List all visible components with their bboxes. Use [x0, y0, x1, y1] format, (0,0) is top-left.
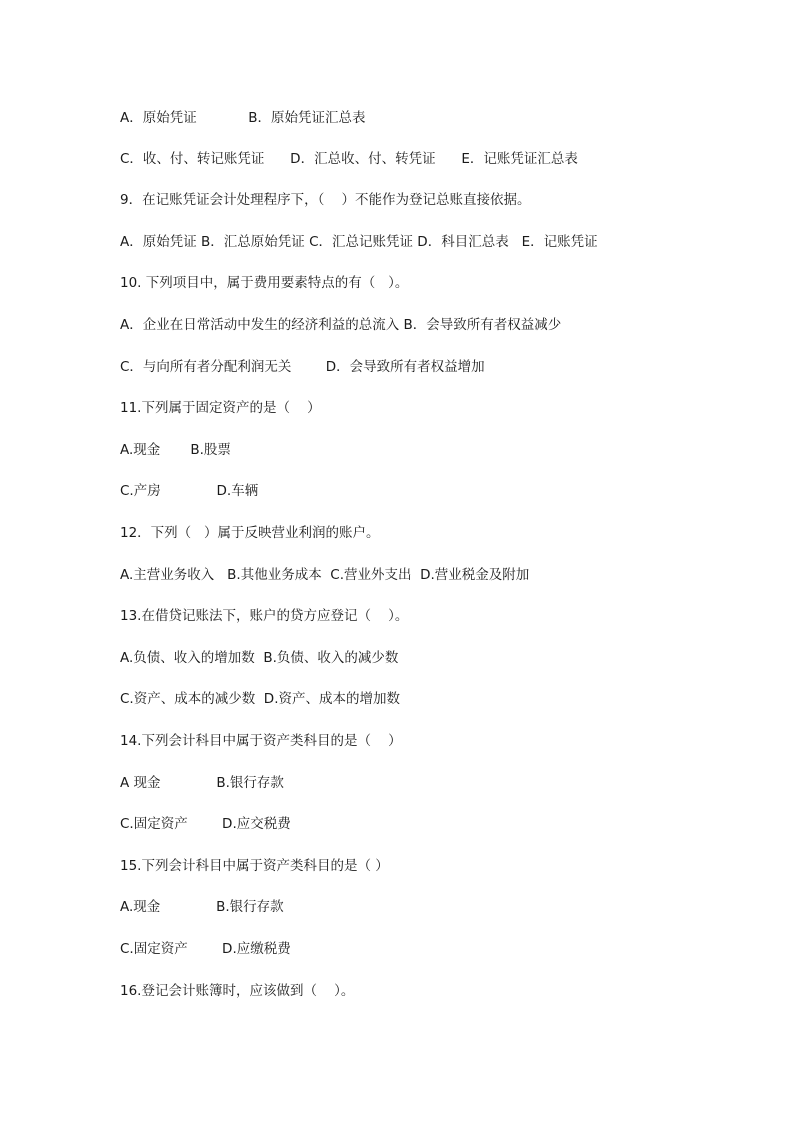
text-line-16: 14.下列会计科目中属于资产类科目的是（ ）	[120, 733, 402, 749]
text-line-18: C.固定资产 D.应交税费	[120, 816, 291, 832]
text-line-17: A 现金 B.银行存款	[120, 775, 284, 791]
text-line-5: 10. 下列项目中，属于费用要素特点的有（ ）。	[120, 275, 409, 291]
text-line-20: A.现金 B.银行存款	[120, 899, 284, 915]
text-line-15: C.资产、成本的减少数 D.资产、成本的增加数	[120, 691, 400, 707]
text-line-3: 9．在记账凭证会计处理程序下，（ ）不能作为登记总账直接依据。	[120, 192, 531, 208]
text-line-14: A.负债、收入的增加数 B.负债、收入的减少数	[120, 650, 399, 666]
text-line-13: 13.在借贷记账法下，账户的贷方应登记（ ）。	[120, 608, 409, 624]
text-line-8: 11.下列属于固定资产的是（ ）	[120, 400, 321, 416]
text-line-4: A．原始凭证 B．汇总原始凭证 C．汇总记账凭证 D．科目汇总表 E．记账凭证	[120, 234, 598, 250]
text-line-1: A．原始凭证 B．原始凭证汇总表	[120, 110, 366, 126]
text-line-19: 15.下列会计科目中属于资产类科目的是（ ）	[120, 858, 389, 874]
text-line-10: C.产房 D.车辆	[120, 483, 259, 499]
text-line-9: A.现金 B.股票	[120, 442, 231, 458]
text-line-22: 16.登记会计账簿时，应该做到（ ）。	[120, 983, 355, 999]
text-line-21: C.固定资产 D.应缴税费	[120, 941, 291, 957]
text-line-7: C．与向所有者分配利润无关 D．会导致所有者权益增加	[120, 359, 485, 375]
text-line-11: 12．下列（ ）属于反映营业利润的账户。	[120, 525, 380, 541]
text-line-2: C．收、付、转记账凭证 D．汇总收、付、转凭证 E．记账凭证汇总表	[120, 151, 578, 167]
text-line-12: A.主营业务收入 B.其他业务成本 C.营业外支出 D.营业税金及附加	[120, 567, 530, 583]
text-line-6: A．企业在日常活动中发生的经济利益的总流入 B．会导致所有者权益减少	[120, 317, 562, 333]
